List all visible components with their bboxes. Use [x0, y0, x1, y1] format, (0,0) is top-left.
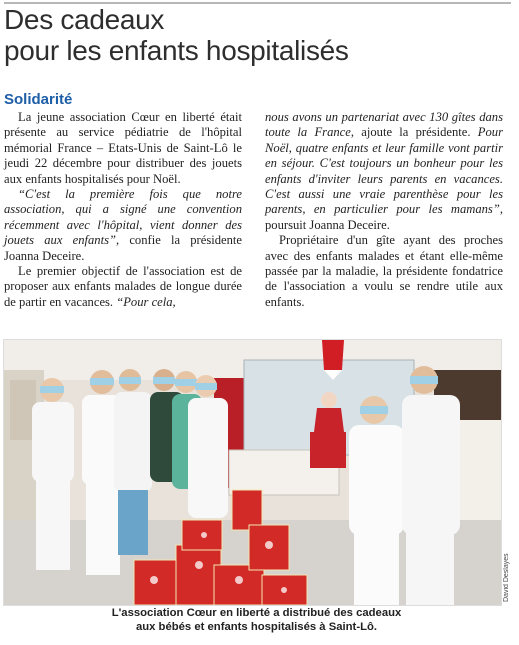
right-column: [265, 110, 503, 310]
section-kicker: Solidarité: [4, 91, 73, 108]
photo-caption: [4, 606, 509, 634]
photo-credit: David Deslayes: [503, 553, 510, 602]
paragraph-5: Propriétaire d'un gîte ayant des proches avec des enfants malades et étant elle-même passée par la maladie, la présidente fondatrice de l'association a voulu se rendre utile aux enfants.: [265, 233, 503, 309]
quote: nous avons un partenariat avec 130 gîtes dans toute la France: [265, 110, 503, 140]
headline-line-1: Des cadeaux: [4, 4, 165, 35]
photo-illustration: [4, 340, 501, 605]
text: , confie la présidente Joanna Deceire.: [4, 233, 243, 263]
text: Le premier objectif de l'association est de proposer aux enfants malades de longue durée de partir en vacances.: [4, 264, 242, 309]
quote: Pour Noël, quatre enfants et leur famille vont partir en séjour. C'est toujours un bonheur pour les enfants d'inviter leurs parents en vacances. C'est aussi une vraie parenthèse pour les parents, en particulier pour les mamans”: [265, 125, 503, 217]
caption-line-1: L'association Cœur en liberté a distribué des cadeaux: [111, 607, 402, 619]
headline: [4, 4, 509, 66]
paragraph-2: [4, 187, 242, 264]
paragraph-1: La jeune association Cœur en liberté était présente au service pédiatrie de l'hôpital mémorial France – Etats-Unis de Saint-Lô le jeudi 22 décembre pour distribuer des jouets aux enfants hospitalisés pour Noël.: [4, 110, 242, 186]
quote: “Pour cela,: [116, 294, 176, 309]
headline-line-2: pour les enfants hospitalisés: [4, 35, 349, 66]
quote: “C'est la première fois que notre association, qui a signé une convention récemment avec l'hôpital, vient donner des jouets aux enfants”: [4, 187, 242, 248]
left-column: [4, 91, 242, 310]
text: , ajoute la présidente.: [350, 125, 478, 140]
article-photo: [3, 339, 502, 606]
paragraph-3: [4, 264, 242, 310]
text: , poursuit Joanna Deceire.: [265, 202, 503, 232]
paragraph-4: [265, 110, 503, 233]
caption-line-2: aux bébés et enfants hospitalisés à Saint-Lô.: [135, 621, 378, 633]
